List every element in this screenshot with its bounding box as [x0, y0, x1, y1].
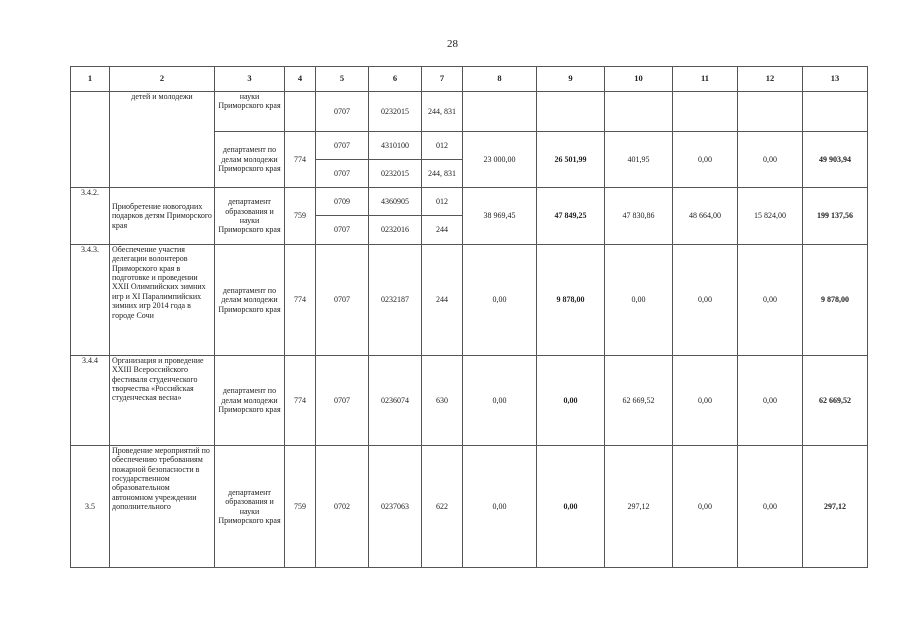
row-name: Приобретение новогодних подарков детям Приморского края: [110, 188, 215, 245]
table-header-row: [71, 67, 868, 92]
cell-c7: 630: [422, 356, 463, 446]
row-code: [285, 92, 316, 132]
col-header: 8: [463, 67, 537, 92]
cell-v13: 199 137,56: [803, 188, 868, 245]
col-header: 9: [537, 67, 605, 92]
col-header: 7: [422, 67, 463, 92]
cell-c7: 244: [422, 245, 463, 356]
cell-c6: 0232187: [369, 245, 422, 356]
cell-c5: 0707: [316, 132, 369, 160]
cell-v10: 47 830,86: [605, 188, 673, 245]
cell-v12: 0,00: [738, 132, 803, 188]
cell-c6: 0236074: [369, 356, 422, 446]
cell-v8: 0,00: [463, 245, 537, 356]
cell-v12: 0,00: [738, 356, 803, 446]
cell-v10: 0,00: [605, 245, 673, 356]
col-header: 6: [369, 67, 422, 92]
row-number: 3.4.3.: [71, 245, 110, 356]
table-row: [71, 188, 868, 216]
cell-empty: [738, 92, 803, 132]
cell-empty: [463, 92, 537, 132]
col-header: 2: [110, 67, 215, 92]
cell-c7: 622: [422, 446, 463, 568]
row-dept: департамент образования и науки Приморского края: [215, 446, 285, 568]
row-dept: департамент по делам молодежи Приморского края: [215, 245, 285, 356]
row-name: Проведение мероприятий по обеспечению требованиям пожарной безопасности в государственном образовательном автономном учреждении дополнительного: [110, 446, 215, 568]
cell-v9: 9 878,00: [537, 245, 605, 356]
table-row: [71, 446, 868, 568]
cell-v9: 0,00: [537, 356, 605, 446]
cell-c5: 0707: [316, 160, 369, 188]
cell-v11: 0,00: [673, 356, 738, 446]
row-code: 759: [285, 188, 316, 245]
row-dept: департамент по делам молодежи Приморского края: [215, 356, 285, 446]
cell-c6: 0237063: [369, 446, 422, 568]
col-header: 3: [215, 67, 285, 92]
col-header: 5: [316, 67, 369, 92]
cell-c6: 0232015: [369, 160, 422, 188]
cell-v8: 23 000,00: [463, 132, 537, 188]
cell-c7: 244, 831: [422, 92, 463, 132]
row-name: детей и молодежи: [110, 92, 215, 188]
cell-c6: 4360905: [369, 188, 422, 216]
row-code: 774: [285, 132, 316, 188]
cell-v12: 0,00: [738, 446, 803, 568]
row-code: 774: [285, 245, 316, 356]
cell-c6: 0232016: [369, 216, 422, 245]
row-name: Организация и проведение XXIII Всероссийского фестиваля студенческого творчества «Российская студенческая весна»: [110, 356, 215, 446]
row-dept: науки Приморского края: [215, 92, 285, 132]
row-dept: департамент по делам молодежи Приморского края: [215, 132, 285, 188]
cell-c5: 0707: [316, 92, 369, 132]
table-row: [71, 245, 868, 356]
col-header: 13: [803, 67, 868, 92]
row-number: [71, 92, 110, 188]
row-number: 3.4.4: [71, 356, 110, 446]
cell-c5: 0707: [316, 245, 369, 356]
cell-v13: 62 669,52: [803, 356, 868, 446]
cell-c5: 0702: [316, 446, 369, 568]
row-name: Обеспечение участия делегации волонтеров Приморского края в подготовке и проведении XXII Олимпийских зимних игр и XI Паралимпийских зимних игр 2014 года в городе Сочи: [110, 245, 215, 356]
cell-c7: 244: [422, 216, 463, 245]
cell-v13: 297,12: [803, 446, 868, 568]
cell-v13: 9 878,00: [803, 245, 868, 356]
cell-c7: 012: [422, 132, 463, 160]
page-number: 28: [447, 38, 458, 50]
row-dept: департамент образования и науки Приморского края: [215, 188, 285, 245]
cell-v11: 0,00: [673, 446, 738, 568]
budget-table: [70, 66, 868, 568]
cell-c7: 244, 831: [422, 160, 463, 188]
col-header: 11: [673, 67, 738, 92]
table-row: [71, 92, 868, 132]
cell-c5: 0707: [316, 356, 369, 446]
cell-v9: 26 501,99: [537, 132, 605, 188]
cell-v10: 62 669,52: [605, 356, 673, 446]
cell-v11: 48 664,00: [673, 188, 738, 245]
row-code: 774: [285, 356, 316, 446]
cell-v9: 0,00: [537, 446, 605, 568]
row-number: 3.5: [71, 446, 110, 568]
cell-empty: [605, 92, 673, 132]
table-row: [71, 356, 868, 446]
cell-v12: 15 824,00: [738, 188, 803, 245]
cell-v13: 49 903,94: [803, 132, 868, 188]
cell-v10: 297,12: [605, 446, 673, 568]
cell-empty: [803, 92, 868, 132]
col-header: 10: [605, 67, 673, 92]
cell-v8: 0,00: [463, 446, 537, 568]
cell-v11: 0,00: [673, 245, 738, 356]
cell-v12: 0,00: [738, 245, 803, 356]
cell-empty: [537, 92, 605, 132]
cell-v10: 401,95: [605, 132, 673, 188]
cell-v9: 47 849,25: [537, 188, 605, 245]
cell-c5: 0707: [316, 216, 369, 245]
cell-v8: 0,00: [463, 356, 537, 446]
cell-v11: 0,00: [673, 132, 738, 188]
cell-v8: 38 969,45: [463, 188, 537, 245]
cell-empty: [673, 92, 738, 132]
col-header: 12: [738, 67, 803, 92]
cell-c6: 4310100: [369, 132, 422, 160]
cell-c6: 0232015: [369, 92, 422, 132]
row-number: 3.4.2.: [71, 188, 110, 245]
col-header: 4: [285, 67, 316, 92]
col-header: 1: [71, 67, 110, 92]
row-code: 759: [285, 446, 316, 568]
cell-c5: 0709: [316, 188, 369, 216]
cell-c7: 012: [422, 188, 463, 216]
